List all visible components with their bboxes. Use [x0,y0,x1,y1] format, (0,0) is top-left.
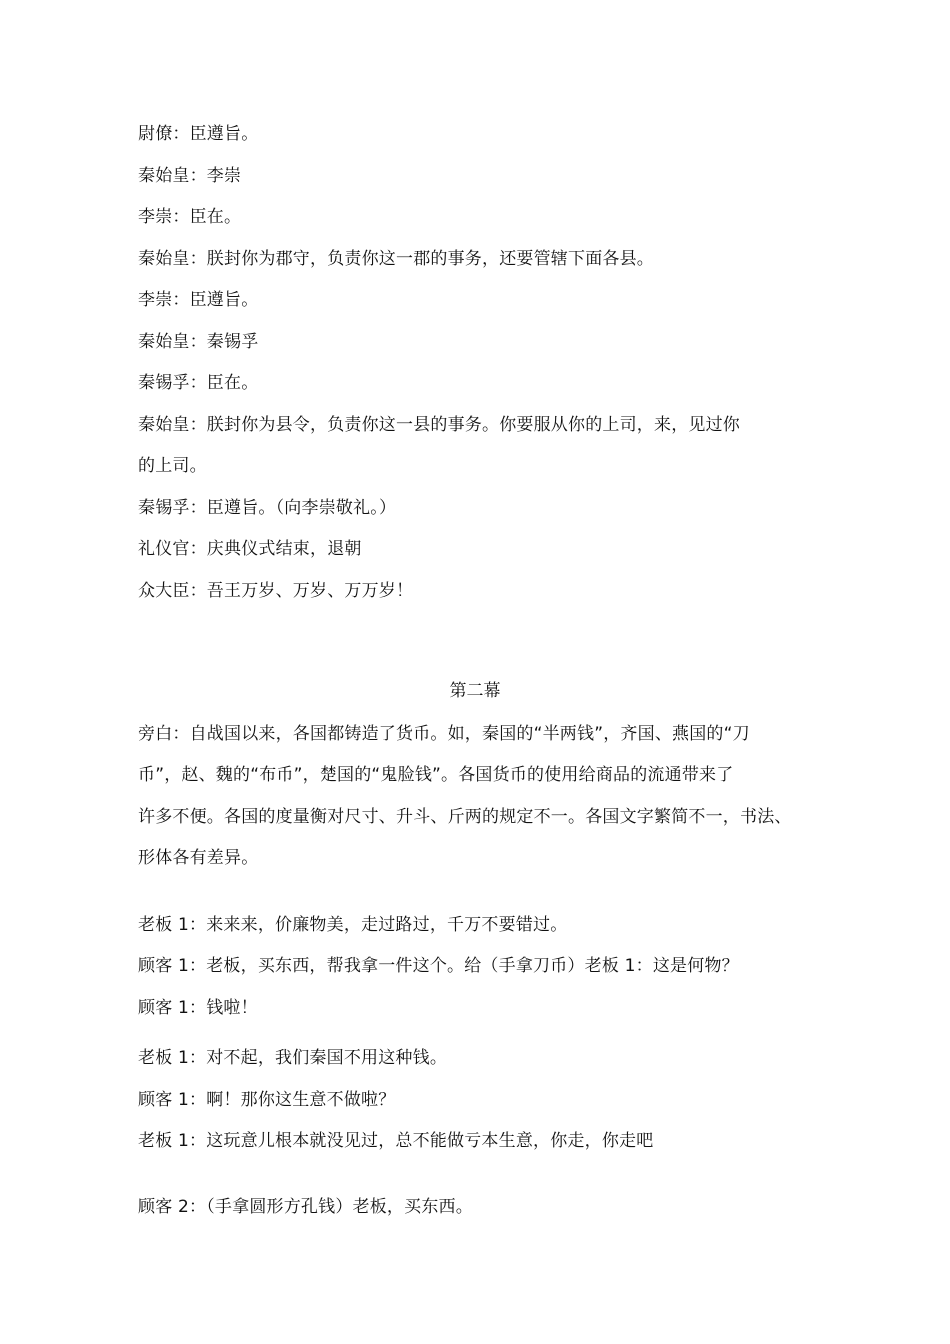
script-line: 秦始皇：朕封你为郡守，负责你这一郡的事务，还要管辖下面各县。 [138,249,654,269]
script-line: 秦始皇：朕封你为县令，负责你这一县的事务。你要服从你的上司，来，见过你 [138,415,740,435]
script-line: 顾客 1：钱啦！ [138,998,258,1018]
script-line: 礼仪官：庆典仪式结束，退朝 [138,539,362,559]
narration-line: 许多不便。各国的度量衡对尺寸、升斗、斤两的规定不一。各国文字繁简不一，书法、 [138,807,792,827]
script-line: 秦始皇：秦锡孚 [138,332,259,352]
script-line: 顾客 1：啊！那你这生意不做啦？ [138,1090,396,1110]
script-line: 秦始皇：李崇 [138,166,242,186]
narration-line: 币”，赵、魏的“布币”，楚国的“鬼脸钱”。各国货币的使用给商品的流通带来了 [138,765,734,785]
script-line: 李崇：臣在。 [138,207,242,227]
script-line: 顾客 2：（手拿圆形方孔钱）老板，买东西。 [138,1197,473,1217]
script-line: 众大臣：吾王万岁、万岁、万万岁！ [138,581,414,601]
script-line: 的上司。 [138,456,207,476]
narration-line: 旁白：自战国以来，各国都铸造了货币。如，秦国的“半两钱”，齐国、燕国的“刀 [138,724,750,744]
script-line: 李崇：臣遵旨。 [138,290,259,310]
script-line: 尉僚：臣遵旨。 [138,124,259,144]
act-title: 第二幕 [449,681,501,701]
script-line: 老板 1：这玩意儿根本就没见过，总不能做亏本生意，你走，你走吧 [138,1131,654,1151]
script-line: 顾客 1：老板，买东西，帮我拿一件这个。给（手拿刀币）老板 1：这是何物？ [138,956,739,976]
narration-line: 形体各有差异。 [138,848,259,868]
script-line: 秦锡孚：臣遵旨。（向李崇敬礼。） [138,498,397,518]
script-line: 老板 1：对不起，我们秦国不用这种钱。 [138,1048,448,1068]
script-line: 老板 1：来来来，价廉物美，走过路过，千万不要错过。 [138,915,568,935]
script-line: 秦锡孚：臣在。 [138,373,259,393]
